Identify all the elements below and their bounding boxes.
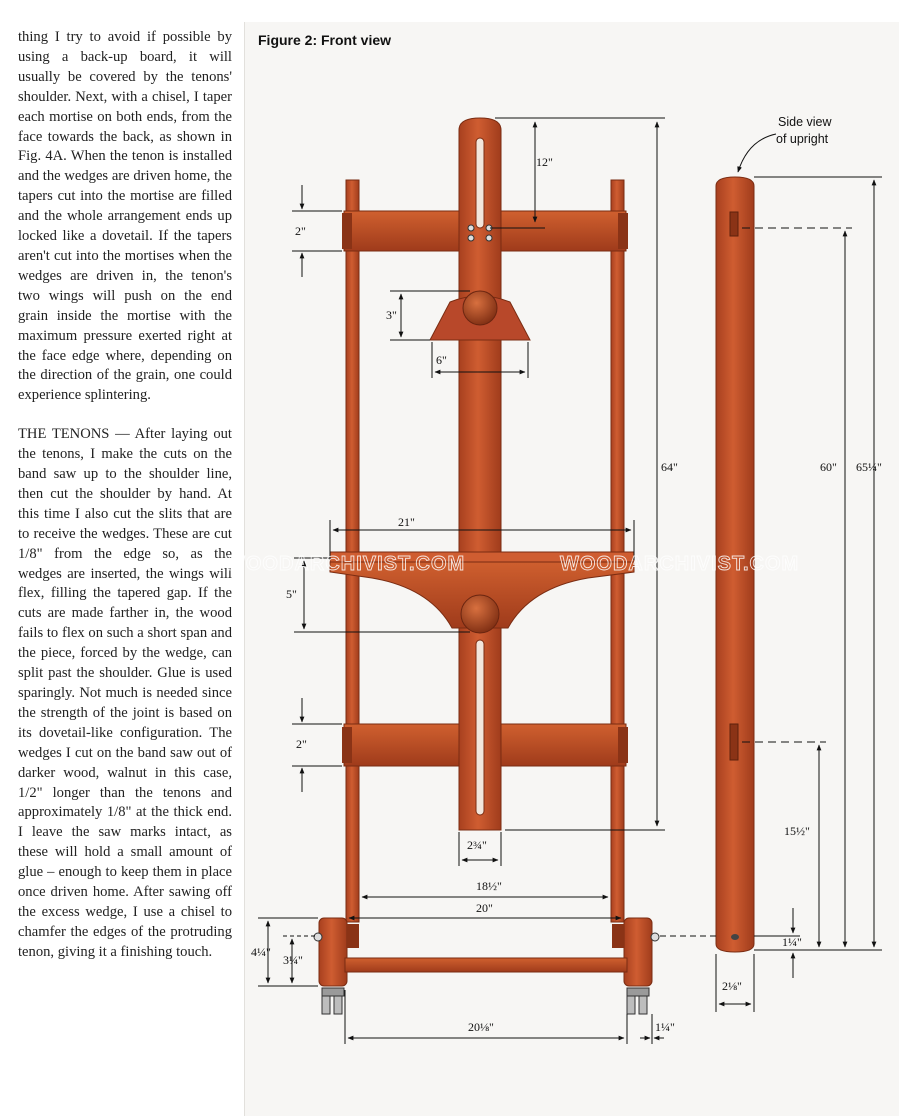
base-left-block (319, 918, 347, 986)
base-rail (345, 958, 627, 972)
dim-2-low: 2" (296, 737, 307, 751)
left-caster (322, 988, 344, 1014)
dim-1-1-4-side: 1¼" (782, 935, 802, 949)
right-upright (611, 180, 624, 922)
dim-65-1-4: 65¼" (856, 460, 882, 474)
dim-4-1-4: 4¼" (251, 945, 271, 959)
dim-20-1-8: 20⅛" (468, 1020, 494, 1034)
dim-1-1-4-base: 1¼" (655, 1020, 675, 1034)
base-right-block (624, 918, 652, 986)
dim-2-3-4: 2¾" (467, 838, 487, 852)
side-view-label-line2: of upright (776, 132, 829, 146)
article-paragraph-2: THE TENONS — After laying out the tenons, I make the cuts on the band saw up to the shoulder line, then cut the shoulder by hand. At this time I also cut the slits that are to receive the wedges. These are cut 1/8" from the edge so, as the wedges are inserted, the wings will flex, filling the tapered gap. If the cuts are made farther in, the wood fails to flex on such a short span and the piece, forced by the wedge, can split past the shoulder. Glue is used sparingly. Not much is needed since the strength of the joint is based on its dovetail-like configuration. The wedges I cut on the band saw out of darker wood, walnut in this case, 1/2" longer than the tenons and approximately 1/8" at the thick end. I leave the saw marks intact, as these will hold a small amount of glue – enough to keep them in place once driven home. After sawing off the excess wedge, I use a chisel to chamfer the edges of the protruding tenon, giving it a finishing touch. (18, 426, 232, 960)
dim-60: 60" (820, 460, 837, 474)
dim-3: 3" (386, 308, 397, 322)
side-view-label-line1: Side view (778, 115, 832, 129)
right-caster (627, 988, 649, 1014)
article-paragraph-1: thing I try to avoid if possible by using a back-up board, it will usually be covered by the tenons' shoulder. Next, with a chisel, I taper each mortise on both ends, from the face towards the back, as shown in Fig. 4A. When the tenon is installed and the wedges are driven home, the tapers cut into the mortise are filled and the whole arrangement ends up locked like a dovetail. If the tapers aren't cut into the mortises when the wedges are driven in, the tenon's two wings will push on the end grain inside the mortise with the maximum pressure exerted right at the face edge where, depending on the direction of the grain, one could experience splintering. (18, 29, 232, 404)
dim-2-1-8: 2⅛" (722, 979, 742, 993)
watermark-right: WOODARCHIVIST.COM (560, 553, 800, 575)
watermark-left: WOODARCHIVIST.COM (226, 553, 466, 575)
dim-3-1-4: 3¼" (283, 953, 303, 967)
dim-15-1-2: 15½" (784, 824, 810, 838)
dim-18-1-2: 18½" (476, 879, 502, 893)
dim-5: 5" (286, 587, 297, 601)
dim-21: 21" (398, 515, 415, 529)
dim-64: 64" (661, 460, 678, 474)
left-upright (346, 180, 359, 922)
figure-title: Figure 2: Front view (258, 32, 392, 48)
dim-2-top: 2" (295, 224, 306, 238)
shelf-knob (461, 595, 499, 633)
top-clamp-knob (463, 291, 497, 325)
dim-12: 12" (536, 155, 553, 169)
dim-20: 20" (476, 901, 493, 915)
dim-6: 6" (436, 353, 447, 367)
